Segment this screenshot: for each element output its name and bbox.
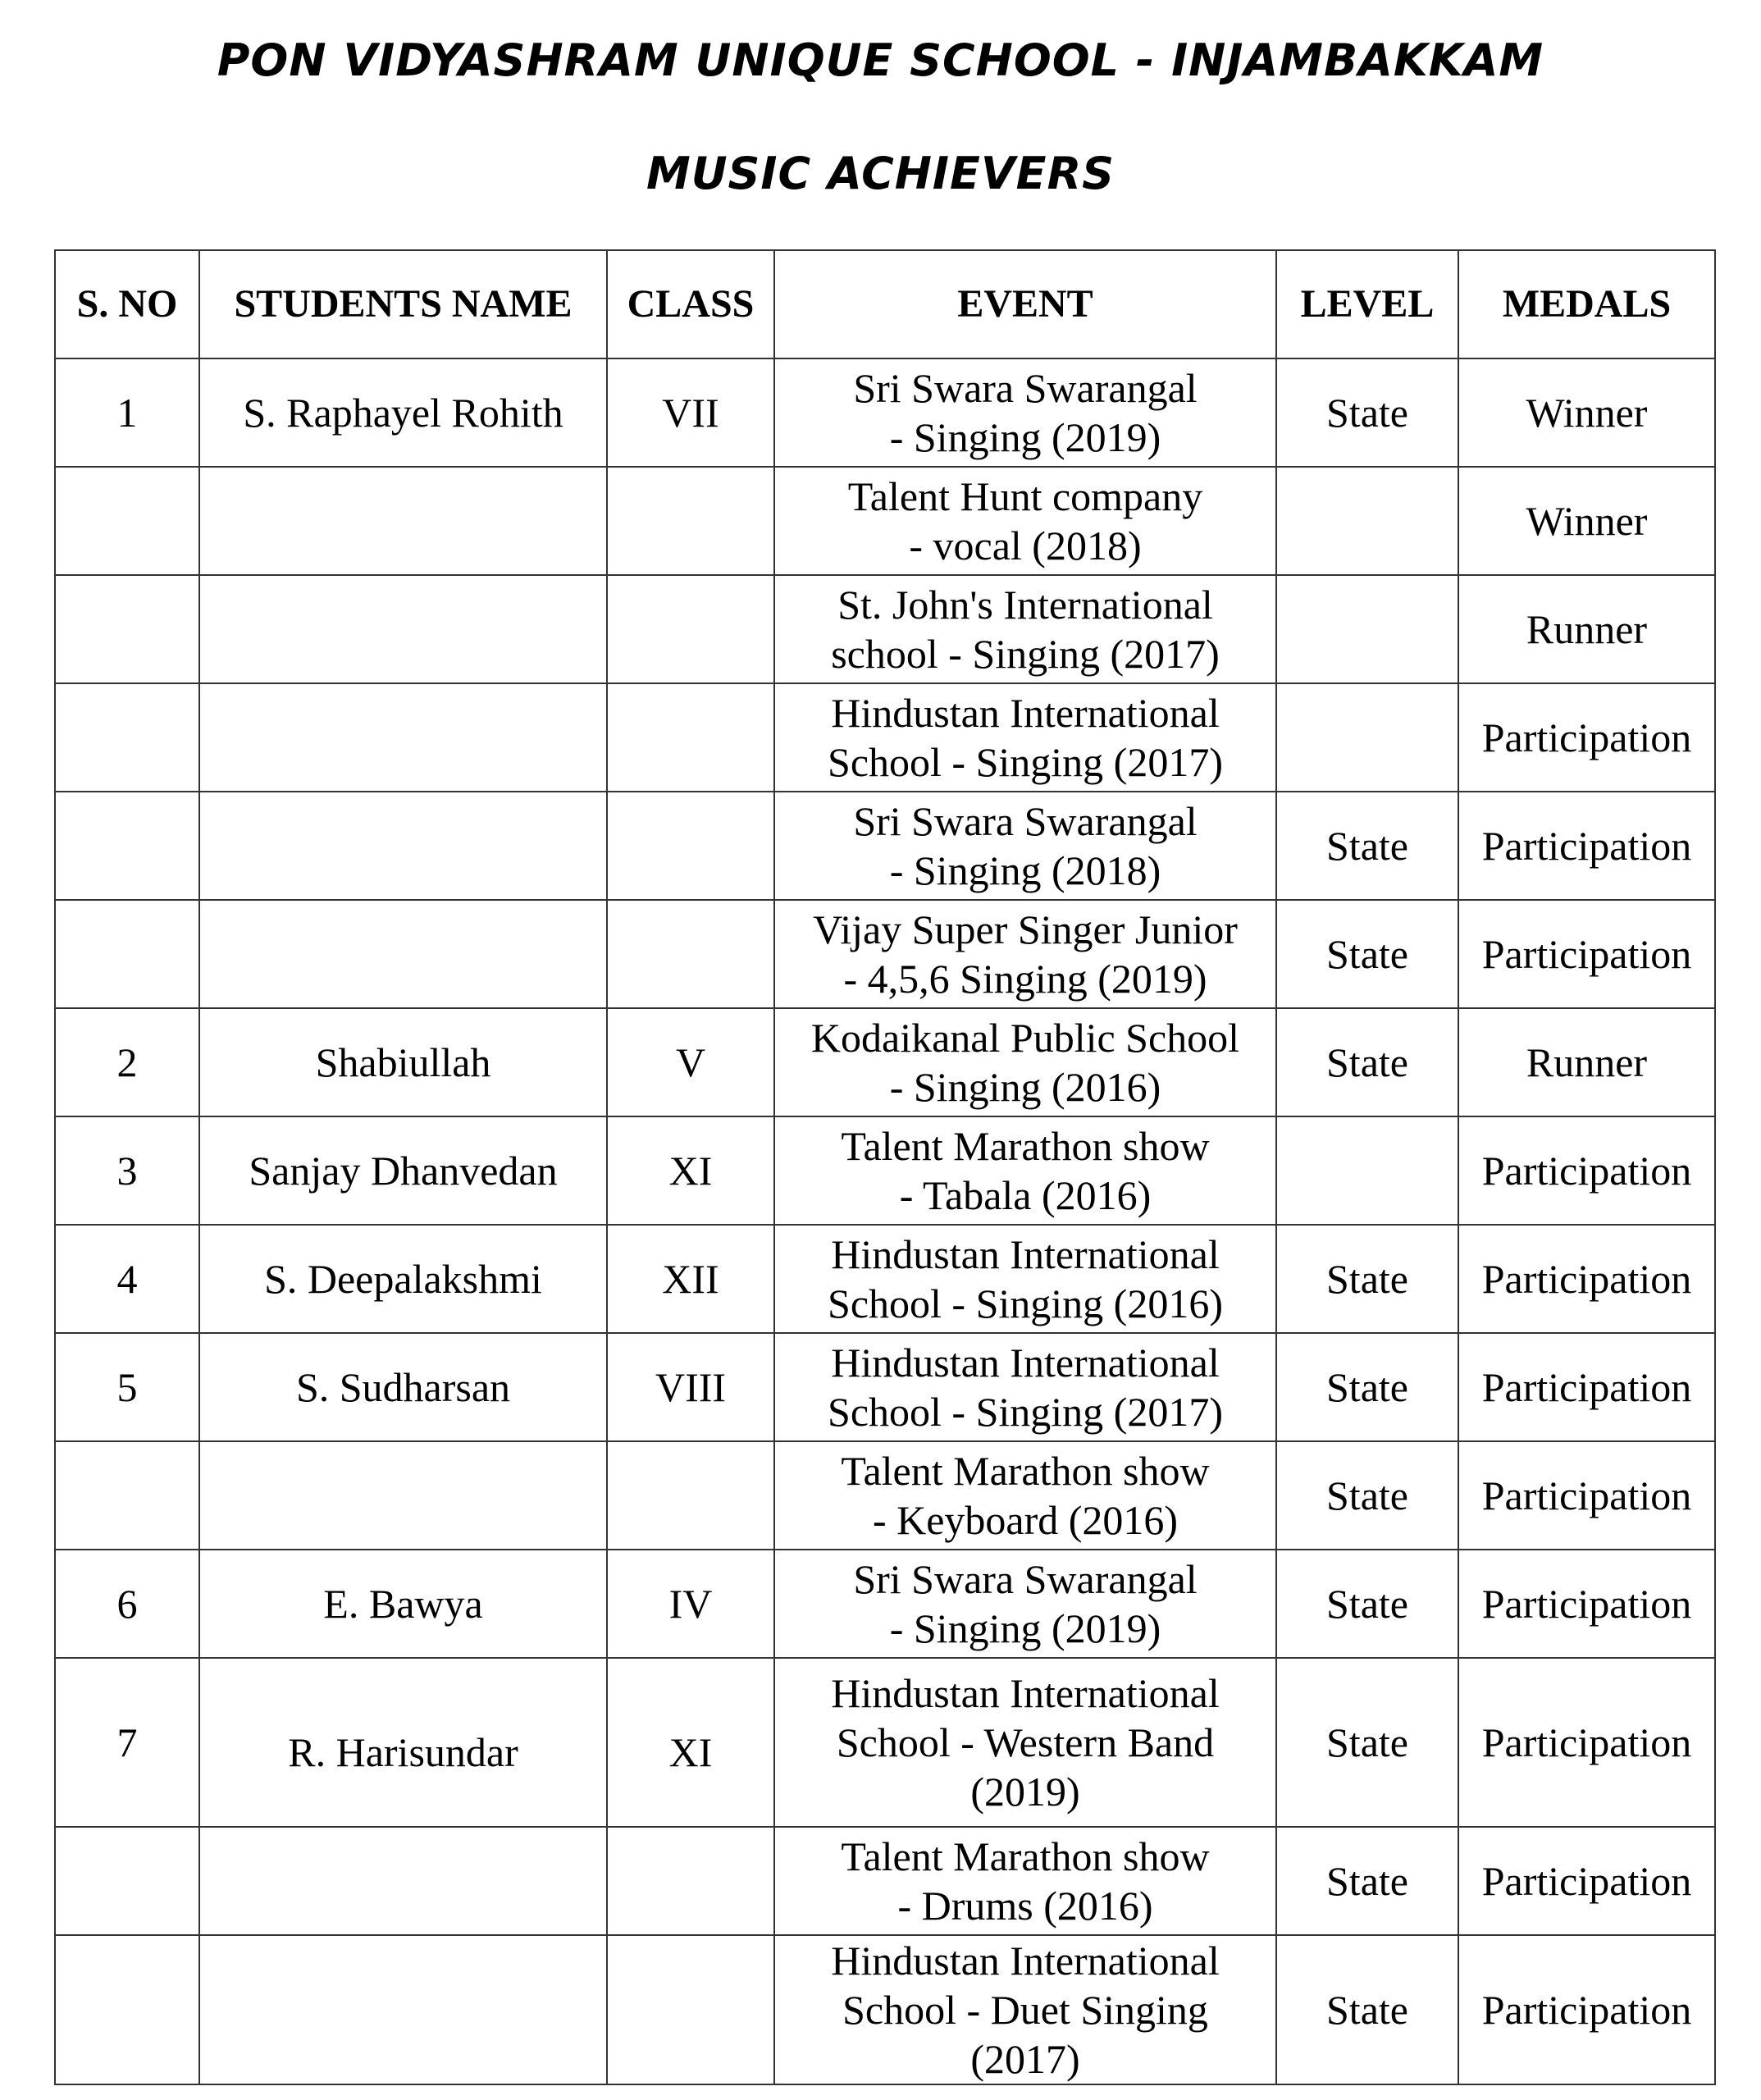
event-text: Sri Swara Swarangal - Singing (2018) — [853, 798, 1198, 893]
student-name-cell — [199, 683, 607, 792]
music-achievers-table — [54, 249, 1716, 2085]
class-cell — [607, 467, 774, 575]
student-name-cell — [199, 1441, 607, 1550]
table-row — [55, 1333, 1715, 1441]
event-text: Talent Hunt company - vocal (2018) — [847, 473, 1203, 568]
student-name-cell: R. Harisundar — [199, 1658, 607, 1827]
level-cell — [1276, 1116, 1458, 1225]
event-cell — [774, 1116, 1276, 1225]
event-cell — [774, 1550, 1276, 1658]
sno-cell — [55, 1935, 199, 2084]
event-cell — [774, 1441, 1276, 1550]
sno-cell — [55, 575, 199, 683]
event-text: Sri Swara Swarangal - Singing (2019) — [853, 1556, 1198, 1651]
sno-cell — [55, 792, 199, 900]
table-row — [55, 1827, 1715, 1935]
event-cell — [774, 1008, 1276, 1116]
sno-cell: 7 — [55, 1658, 199, 1827]
student-name-cell — [199, 1935, 607, 2084]
level-cell: State — [1276, 1658, 1458, 1827]
event-cell — [774, 900, 1276, 1008]
sno-cell: 2 — [55, 1008, 199, 1116]
event-text: Kodaikanal Public School - Singing (2016) — [810, 1015, 1240, 1110]
medal-cell: Participation — [1458, 1658, 1715, 1827]
table-header-row — [55, 250, 1715, 358]
sno-cell — [55, 467, 199, 575]
sno-cell: 3 — [55, 1116, 199, 1225]
level-cell: State — [1276, 1225, 1458, 1333]
level-cell: State — [1276, 900, 1458, 1008]
event-text: Talent Marathon show - Drums (2016) — [841, 1833, 1210, 1929]
level-cell: State — [1276, 1827, 1458, 1935]
sno-cell: 6 — [55, 1550, 199, 1658]
school-title: PON VIDYASHRAM UNIQUE SCHOOL - INJAMBAKKAM — [217, 34, 1544, 86]
medal-cell: Participation — [1458, 1116, 1715, 1225]
event-cell — [774, 1225, 1276, 1333]
page-subtitle: MUSIC ACHIEVERS — [646, 148, 1115, 199]
sno-cell — [55, 900, 199, 1008]
table-row — [55, 792, 1715, 900]
event-cell — [774, 575, 1276, 683]
medal-cell: Participation — [1458, 1441, 1715, 1550]
class-cell: VIII — [607, 1333, 774, 1441]
event-text: Hindustan International School - Western Band (2019) — [831, 1670, 1220, 1815]
class-cell — [607, 683, 774, 792]
student-name-cell: Shabiullah — [199, 1008, 607, 1116]
table-row — [55, 1441, 1715, 1550]
student-name-cell: S. Sudharsan — [199, 1333, 607, 1441]
table-row — [55, 1008, 1715, 1116]
medal-cell: Participation — [1458, 900, 1715, 1008]
sno-cell: 1 — [55, 358, 199, 467]
table-row — [55, 575, 1715, 683]
level-cell: State — [1276, 792, 1458, 900]
event-cell — [774, 1935, 1276, 2084]
class-cell — [607, 900, 774, 1008]
event-cell — [774, 1333, 1276, 1441]
medal-cell: Participation — [1458, 1827, 1715, 1935]
class-cell — [607, 575, 774, 683]
class-cell — [607, 1827, 774, 1935]
class-cell: V — [607, 1008, 774, 1116]
class-cell — [607, 792, 774, 900]
table-row — [55, 1116, 1715, 1225]
table-row — [55, 1658, 1715, 1827]
level-cell: State — [1276, 1550, 1458, 1658]
sno-cell: 5 — [55, 1333, 199, 1441]
level-cell — [1276, 575, 1458, 683]
event-text: Hindustan International School - Duet Singing (2017) — [831, 1938, 1220, 2082]
table-row — [55, 467, 1715, 575]
student-name-cell — [199, 467, 607, 575]
header-level: LEVEL — [1276, 250, 1458, 358]
header-student-name: STUDENTS NAME — [199, 250, 607, 358]
event-cell — [774, 358, 1276, 467]
student-name-cell — [199, 575, 607, 683]
event-text: Hindustan International School - Singing (2017) — [828, 690, 1223, 785]
header-event: EVENT — [774, 250, 1276, 358]
event-text: Sri Swara Swarangal - Singing (2019) — [853, 365, 1198, 460]
class-cell — [607, 1935, 774, 2084]
medal-cell: Participation — [1458, 792, 1715, 900]
table-row — [55, 1550, 1715, 1658]
medal-cell: Winner — [1458, 467, 1715, 575]
medal-cell: Runner — [1458, 1008, 1715, 1116]
sno-cell — [55, 1827, 199, 1935]
medal-cell: Participation — [1458, 1225, 1715, 1333]
table-body — [55, 358, 1715, 2084]
table-row — [55, 900, 1715, 1008]
class-cell: XI — [607, 1658, 774, 1827]
level-cell: State — [1276, 1008, 1458, 1116]
event-text: Talent Marathon show - Keyboard (2016) — [841, 1448, 1210, 1543]
class-cell: XI — [607, 1116, 774, 1225]
student-name-cell — [199, 1827, 607, 1935]
event-cell — [774, 1658, 1276, 1827]
medal-cell: Winner — [1458, 358, 1715, 467]
sno-cell — [55, 683, 199, 792]
medal-cell: Participation — [1458, 683, 1715, 792]
level-cell: State — [1276, 1441, 1458, 1550]
student-name-cell: Sanjay Dhanvedan — [199, 1116, 607, 1225]
header-sno: S. NO — [55, 250, 199, 358]
header-class: CLASS — [607, 250, 774, 358]
level-cell — [1276, 467, 1458, 575]
student-name-cell: E. Bawya — [199, 1550, 607, 1658]
event-cell — [774, 467, 1276, 575]
event-text: St. John's International school - Singing (2017) — [831, 582, 1220, 677]
student-name-cell: S. Raphayel Rohith — [199, 358, 607, 467]
medal-cell: Participation — [1458, 1935, 1715, 2084]
class-cell: XII — [607, 1225, 774, 1333]
student-name-cell — [199, 900, 607, 1008]
event-text: Talent Marathon show - Tabala (2016) — [841, 1123, 1210, 1218]
table-row — [55, 1935, 1715, 2084]
level-cell — [1276, 683, 1458, 792]
table-row — [55, 358, 1715, 467]
table-row — [55, 1225, 1715, 1333]
header-medals: MEDALS — [1458, 250, 1715, 358]
sno-cell — [55, 1441, 199, 1550]
level-cell: State — [1276, 358, 1458, 467]
medal-cell: Participation — [1458, 1550, 1715, 1658]
level-cell: State — [1276, 1935, 1458, 2084]
student-name-cell — [199, 792, 607, 900]
event-cell — [774, 792, 1276, 900]
event-text: Hindustan International School - Singing (2016) — [828, 1231, 1223, 1326]
medal-cell: Participation — [1458, 1333, 1715, 1441]
event-text: Hindustan International School - Singing (2017) — [828, 1340, 1223, 1435]
sno-cell: 4 — [55, 1225, 199, 1333]
event-cell — [774, 683, 1276, 792]
class-cell: IV — [607, 1550, 774, 1658]
student-name-cell: S. Deepalakshmi — [199, 1225, 607, 1333]
table-row — [55, 683, 1715, 792]
medal-cell: Runner — [1458, 575, 1715, 683]
level-cell: State — [1276, 1333, 1458, 1441]
class-cell: VII — [607, 358, 774, 467]
event-cell — [774, 1827, 1276, 1935]
event-text: Vijay Super Singer Junior - 4,5,6 Singing (2019) — [813, 906, 1238, 1002]
class-cell — [607, 1441, 774, 1550]
